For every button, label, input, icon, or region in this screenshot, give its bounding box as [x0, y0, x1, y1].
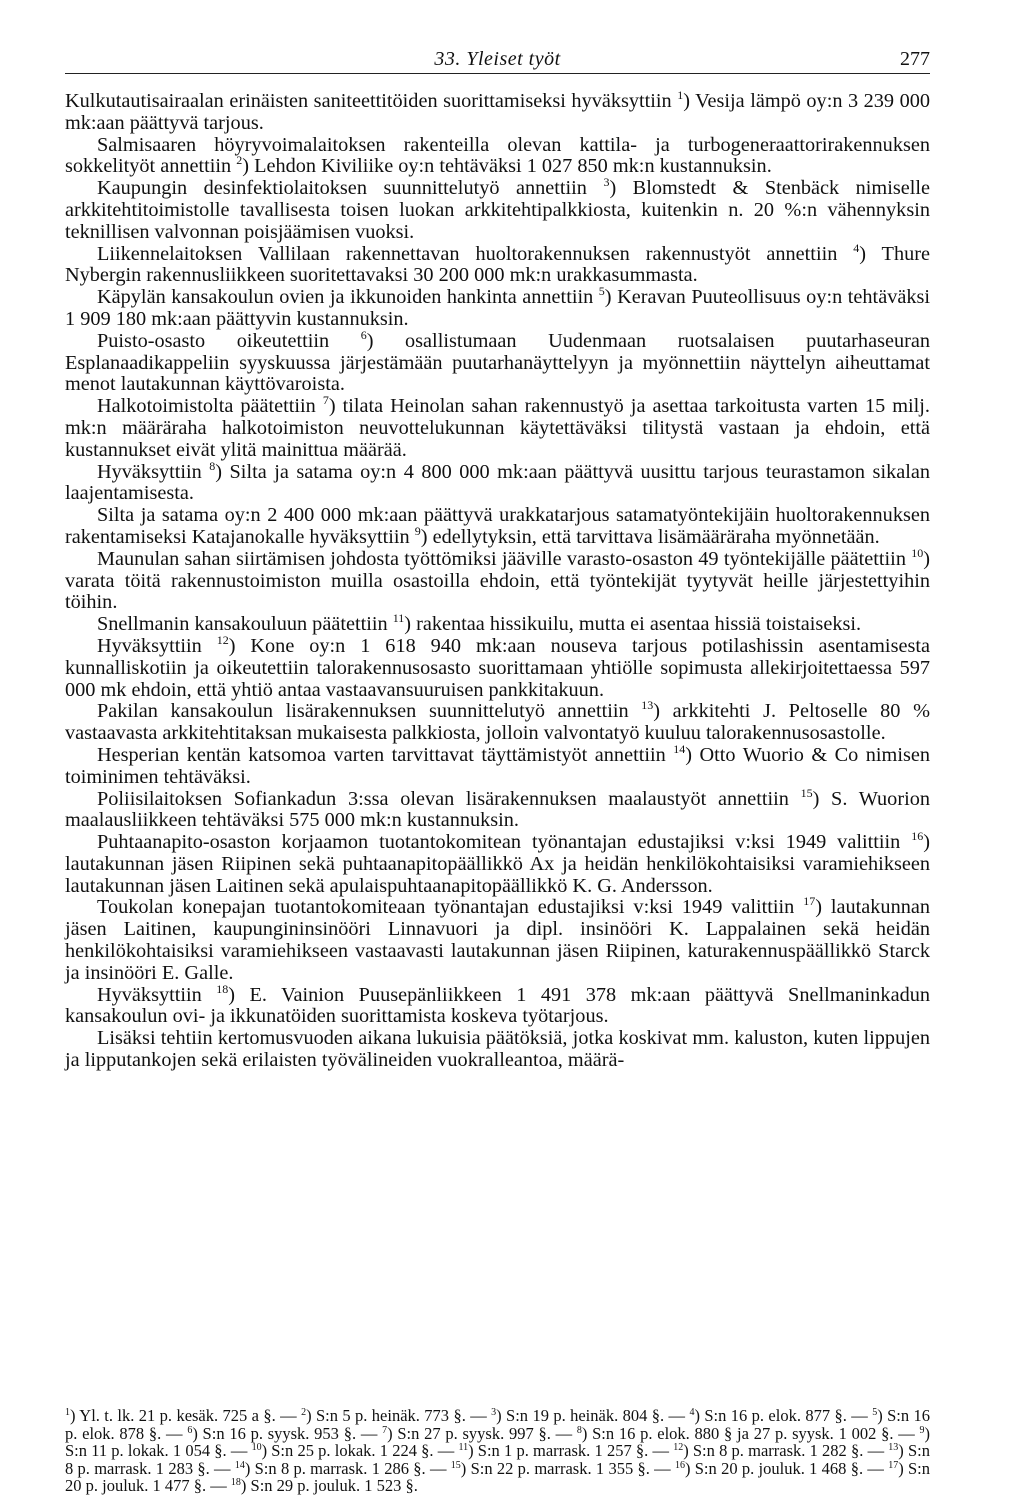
paragraph-text: Hyväksyttiin: [97, 460, 210, 483]
footnote-text: ) S:n 20 p. jouluk. 1 468 §. —: [684, 1458, 889, 1478]
footnote-number: 16: [674, 1459, 685, 1471]
paragraph-text: ) Kone oy:n 1 618 940 mk:aan nouseva tarjous potilashissin asentamisesta kunnalliskotiin ja oikeutettiin talorakennusosasto suorittamaan yhtiölle sopimusta allekirjoitettaessa 597 000 mk ehdoin, että yhtiö antaa vastaavansuuruisen pankkitakuun.: [65, 634, 930, 701]
header-rule: [65, 73, 930, 74]
paragraph-text: ) Keravan Puuteollisuus oy:n tehtäväksi 1 909 180 mk:aan päättyvin kustannuksin.: [65, 286, 931, 330]
footnote-reference[interactable]: 16: [911, 829, 924, 844]
paragraph-text: Käpylän kansakoulun ovien ja ikkunoiden hankinta annettiin: [97, 286, 599, 309]
footnote-text: ) S:n 16 p. elok. 877 §. —: [694, 1406, 873, 1425]
footnote-number: 12: [673, 1442, 684, 1454]
footnote-number: 1: [65, 1407, 70, 1418]
paragraph-text: Poliisilaitoksen Sofiankadun 3:ssa olevan lisärakennuksen maalaustyöt annettiin: [97, 787, 801, 810]
paragraph: [65, 327, 931, 396]
footnote-reference[interactable]: 10: [911, 545, 924, 560]
footnote: [689, 1406, 872, 1425]
footnote: [65, 1406, 301, 1425]
paragraph-text: Puisto-osasto oikeutettiin: [97, 329, 361, 352]
footnote-text: ) S:n 8 p. marrask. 1 282 §. —: [683, 1441, 889, 1461]
footnote: [675, 1459, 888, 1478]
paragraph: [65, 240, 930, 288]
footnote-number: 11: [458, 1442, 469, 1454]
footnote-text: ) S:n 29 p. jouluk. 1 523 §.: [240, 1476, 418, 1496]
footnote: [382, 1424, 577, 1443]
paragraph-text: Lisäksi tehtiin kertomusvuoden aikana lukuisia päätöksiä, jotka koskivat mm. kaluston, kuten lippujen ja lipputankojen sekä erilaisten työvälineiden vuokralleantoa, määrä-: [65, 1027, 930, 1072]
paragraph-text: ) arkkitehti J. Peltoselle 80 % vastaavasta arkkitehtitaksan mukaisesta palkkiosta, jolloin valvontatyö kuuluu talorakennusosastolle.: [65, 700, 930, 745]
paragraph-text: ) S. Wuorion maalausliikkeen tehtäväksi 575 000 mk:n kustannuksin.: [65, 787, 930, 832]
footnote-text: ) S:n 27 p. syysk. 997 §. —: [387, 1423, 577, 1443]
paragraph-text: ) edellytyksin, että tarvittava lisämääräraha myönnetään.: [420, 525, 880, 548]
paragraph-text: ) Thure Nybergin rakennusliikkeen suoritettavaksi 30 200 000 mk:n urakkasummasta.: [65, 242, 930, 287]
paragraph: [65, 135, 930, 179]
footnote: [491, 1406, 689, 1425]
footnote-text: ) S:n 1 p. marrask. 1 257 §. —: [468, 1441, 674, 1461]
footnote-text: ) S:n 25 p. lokak. 1 224 §. —: [261, 1441, 459, 1461]
footnote: [577, 1424, 920, 1443]
running-title: 33. Yleiset työt: [434, 48, 561, 70]
footnote: [252, 1441, 459, 1460]
paragraph-text: Liikennelaitoksen Vallilaan rakennettavan huoltorakennuksen rakennustyöt annettiin: [97, 242, 854, 265]
footnote-reference[interactable]: 15: [800, 785, 813, 800]
paragraph: [65, 829, 930, 897]
footnote-text: ) S:n 16 p. syysk. 953 §. —: [192, 1423, 383, 1443]
paragraph: [65, 741, 930, 789]
footnote: [235, 1459, 451, 1478]
footnote-text: ) S:n 5 p. heinäk. 773 §. —: [306, 1406, 492, 1425]
paragraph-text: ) rakentaa hissikuilu, mutta ei asentaa hissiä toistaiseksi.: [404, 613, 862, 636]
footnote-number: 4: [689, 1407, 695, 1418]
footnote-reference[interactable]: 18: [216, 981, 229, 996]
footnote: [673, 1441, 888, 1460]
paragraph-text: ) varata töitä rakennustoimiston muilla osastoilla ehdoin, että työntekijät tyytyvät heille järjestettyihin töihin.: [65, 547, 930, 614]
paragraph-text: ) Blomstedt & Stenbäck nimiselle arkkitehtitoimistolle tavallisesta toisen luokan arkkitehtipalkkiosta, kuitenkin n. 20 %:n vähennyksin teknillisen valvonnan poisjäämisen vuoksi.: [65, 177, 930, 243]
paragraph-text: ) Vesija lämpö oy:n 3 239 000 mk:aan päättyvä tarjous.: [65, 90, 930, 134]
footnote-text: ) S:n 22 p. marrask. 1 355 §. —: [460, 1458, 675, 1478]
paragraph: [65, 393, 930, 461]
footnote-number: 2: [301, 1407, 307, 1418]
footnote-reference[interactable]: 6: [360, 327, 367, 342]
footnote-reference[interactable]: 4: [853, 240, 860, 255]
paragraph: [65, 785, 930, 833]
footnote-reference[interactable]: 1: [677, 88, 684, 102]
paragraph-text: ) E. Vainion Puusepänliikkeen 1 491 378 mk:aan päättyvä Snellmaninkadun kansakoulun ovi- ja ikkunatöiden suorittamista koskeva työtarjous.: [65, 983, 930, 1028]
paragraph-text: ) lautakunnan jäsen Laitinen, kaupungininsinööri Linnavuori ja dipl. insinööri K. Lappalainen sekä heidän henkilökohtaisiksi varamiehikseen vastaavasti lautakunnan jäsen Riipinen, katurakennuspäällikkö Starck ja insinööri E. Galle.: [65, 896, 930, 984]
footnote-text: ) S:n 16 p. elok. 880 § ja 27 p. syysk. 1 002 §. —: [581, 1423, 920, 1443]
footnote-text: ) S:n 8 p. marrask. 1 283 §. —: [65, 1441, 931, 1478]
paragraph-text: Hesperian kentän katsomoa varten tarvittavat täyttämistyöt annettiin: [97, 743, 674, 766]
paragraph-text: ) Silta ja satama oy:n 4 800 000 mk:aan päättyvä uusittu tarjous teurastamon sikalan laajentamisesta.: [65, 460, 930, 505]
paragraph: [65, 611, 930, 636]
footnote-reference[interactable]: 9: [414, 523, 421, 538]
footnote-reference[interactable]: 5: [598, 284, 605, 299]
footnote-number: 14: [234, 1459, 245, 1471]
footnote-reference[interactable]: 3: [603, 175, 610, 190]
paragraph: [65, 1028, 930, 1072]
footnote-number: 6: [187, 1424, 193, 1436]
footnote-number: 17: [888, 1459, 899, 1471]
body-text: [65, 88, 931, 1072]
footnote: [231, 1476, 418, 1495]
footnote: [187, 1424, 382, 1443]
paragraph: [65, 894, 930, 984]
footnote-reference[interactable]: 12: [216, 632, 229, 647]
paragraph-text: Pakilan kansakoulun lisärakennuksen suunnittelutyö annettiin: [97, 700, 642, 723]
paragraph: [65, 981, 930, 1029]
paragraph-text: Puhtaanapito-osaston korjaamon tuotantokomitean työnantajan edustajiksi v:ksi 1949 valittiin: [97, 831, 912, 854]
footnote: [301, 1406, 491, 1425]
paragraph-text: ) lautakunnan jäsen Riipinen sekä puhtaanapitopäällikkö Ax ja heidän henkilökohtaisiksi varamiehikseen lautakunnan jäsen Laitinen sekä apulaispuhtaanapitopäällikkö K. G. Andersson.: [65, 831, 930, 897]
footnote-reference[interactable]: 14: [673, 741, 686, 756]
paragraph: [65, 88, 930, 135]
footnote: [458, 1441, 673, 1460]
paragraph-text: Toukolan konepajan tuotantokomiteaan työnantajan edustajiksi v:ksi 1949 valittiin: [97, 896, 804, 919]
footnote-reference[interactable]: 7: [322, 393, 329, 408]
footnote-reference[interactable]: 17: [803, 894, 816, 909]
paragraph: [65, 284, 931, 331]
paragraph: [65, 175, 930, 243]
footnote-reference[interactable]: 13: [641, 698, 654, 713]
footnote-number: 13: [888, 1442, 899, 1454]
footnote-number: 8: [576, 1424, 582, 1436]
page-number: 277: [900, 48, 930, 70]
paragraph-text: Hyväksyttiin: [97, 634, 217, 657]
paragraph: [65, 698, 930, 745]
footnote-reference[interactable]: 11: [392, 611, 405, 626]
footnote-text: ) S:n 16 p. elok. 878 §. —: [65, 1406, 930, 1443]
footnote-number: 18: [230, 1477, 241, 1489]
paragraph-text: ) Lehdon Kiviliike oy:n tehtäväksi 1 027 850 mk:n kustannuksin.: [242, 155, 772, 178]
paragraph-text: ) tilata Heinolan sahan rakennustyö ja asettaa tarkoitusta varten 15 milj. mk:n määräraha halkotoimiston neuvottelukunnan käytettäväksi tilitystä vastaan ja ehdoin, että kustannukset eivät ylitä mainittua määrää.: [65, 395, 930, 461]
paragraph-text: ) osallistumaan Uudenmaan ruotsalaisen puutarhaseuran Esplanaadikappeliin syyskuussa järjestämään puutarhanäyttelyyn ja myönnettiin näyttelyn aiheuttamat menot lautakunnan käyttövaroista.: [65, 329, 931, 396]
paragraph-text: Snellmanin kansakouluun päätettiin: [97, 613, 393, 636]
paragraph-text: Silta ja satama oy:n 2 400 000 mk:aan päättyvä urakkatarjous satamatyöntekijäin huoltorakennuksen rakentamiseksi Katajanokalle hyväksyttiin: [65, 504, 930, 548]
footnote-text: ) S:n 20 p. jouluk. 1 477 §. —: [65, 1458, 930, 1496]
paragraph-text: Kaupungin desinfektiolaitoksen suunnittelutyö annettiin: [97, 177, 604, 200]
paragraph: [65, 458, 930, 506]
footnote-text: ) S:n 11 p. lokak. 1 054 §. —: [65, 1423, 930, 1461]
paragraph: [65, 632, 930, 701]
footnote-number: 7: [382, 1424, 388, 1436]
footnote: [451, 1459, 675, 1478]
paragraph-text: Halkotoimistolta päätettiin: [97, 395, 323, 418]
footnote-number: 10: [251, 1442, 262, 1454]
footnote-text: ) S:n 8 p. marrask. 1 286 §. —: [244, 1458, 451, 1478]
paragraph-text: Salmisaaren höyryvoimalaitoksen rakenteilla olevan kattila- ja turbogeneraattorirakennuksen sokkelityöt annettiin: [65, 133, 930, 178]
footnote-reference[interactable]: 8: [209, 458, 216, 473]
paragraph-text: Maunulan sahan siirtämisen johdosta työttömiksi jääville varasto-osaston 49 työntekijälle päätettiin: [97, 547, 912, 570]
footnote-number: 9: [919, 1424, 925, 1436]
paragraph: [65, 545, 930, 614]
footnotes: [65, 1407, 930, 1495]
footnote-text: ) S:n 19 p. heinäk. 804 §. —: [496, 1406, 690, 1425]
paragraph-text: Kulkutautisairaalan erinäisten saniteettitöiden suorittamiseksi hyväksyttiin: [65, 90, 678, 112]
footnote-number: 15: [450, 1459, 461, 1471]
footnote-text: ) Yl. t. lk. 21 p. kesäk. 725 a §. —: [70, 1406, 302, 1425]
paragraph: [65, 505, 930, 549]
footnote-number: 5: [872, 1407, 878, 1418]
paragraph-text: ) Otto Wuorio & Co nimisen toiminimen tehtäväksi.: [65, 743, 930, 788]
footnote-number: 3: [491, 1407, 497, 1418]
footnote-reference[interactable]: 2: [236, 153, 243, 168]
paragraph-text: Hyväksyttiin: [97, 983, 217, 1006]
